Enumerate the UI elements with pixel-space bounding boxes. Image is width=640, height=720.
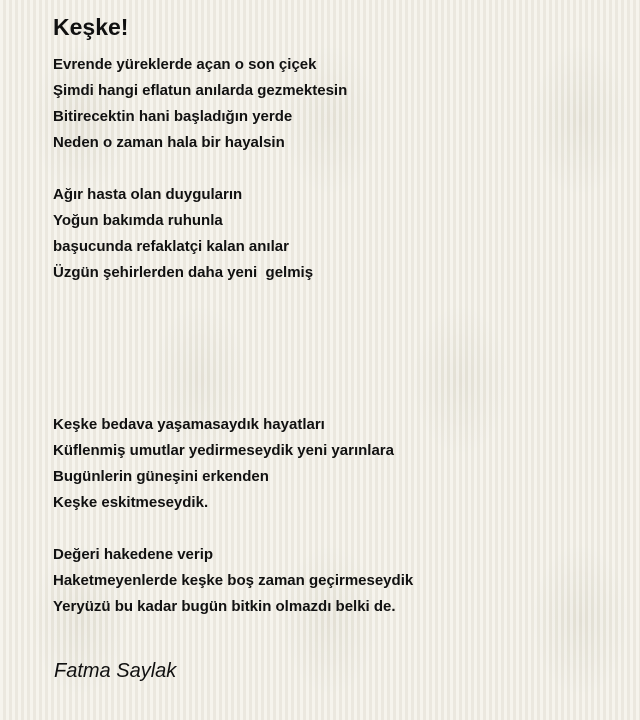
poem-line: Bitirecektin hani başladığın yerde [53,108,293,125]
poem-line: Evrende yüreklerde açan o son çiçek [53,56,317,73]
poem-line: Küflenmiş umutlar yedirmeseydik yeni yarınlara [53,442,394,459]
stanza-4 [53,542,413,620]
poem-line: Haketmeyenlerde keşke boş zaman geçirmeseydik [53,572,414,589]
poem-line: Ağır hasta olan duyguların [53,186,243,203]
poem-line: Değeri hakedene verip [53,546,214,563]
stanza-2 [53,182,313,286]
poem-author: Fatma Saylak [54,660,177,682]
poem-title: Keşke! [53,14,129,40]
poem-line: Keşke eskitmeseydik. [53,494,209,511]
poem-line: Yeryüzü bu kadar bugün bitkin olmazdı belki de. [53,598,396,615]
poem-line: Yoğun bakımda ruhunla [53,212,223,229]
poem-line: başucunda refaklatçi kalan anılar [53,238,289,255]
poem-line: Neden o zaman hala bir hayalsin [53,134,285,151]
poem-line: Bugünlerin güneşini erkenden [53,468,269,485]
poem-line: Keşke bedava yaşamasaydık hayatları [53,416,325,433]
poem-line: Şimdi hangi eflatun anılarda gezmektesin [53,82,348,99]
poem-line: Üzgün şehirlerden daha yeni gelmiş [53,264,314,281]
stanza-1 [53,52,347,156]
stanza-3 [53,412,394,516]
